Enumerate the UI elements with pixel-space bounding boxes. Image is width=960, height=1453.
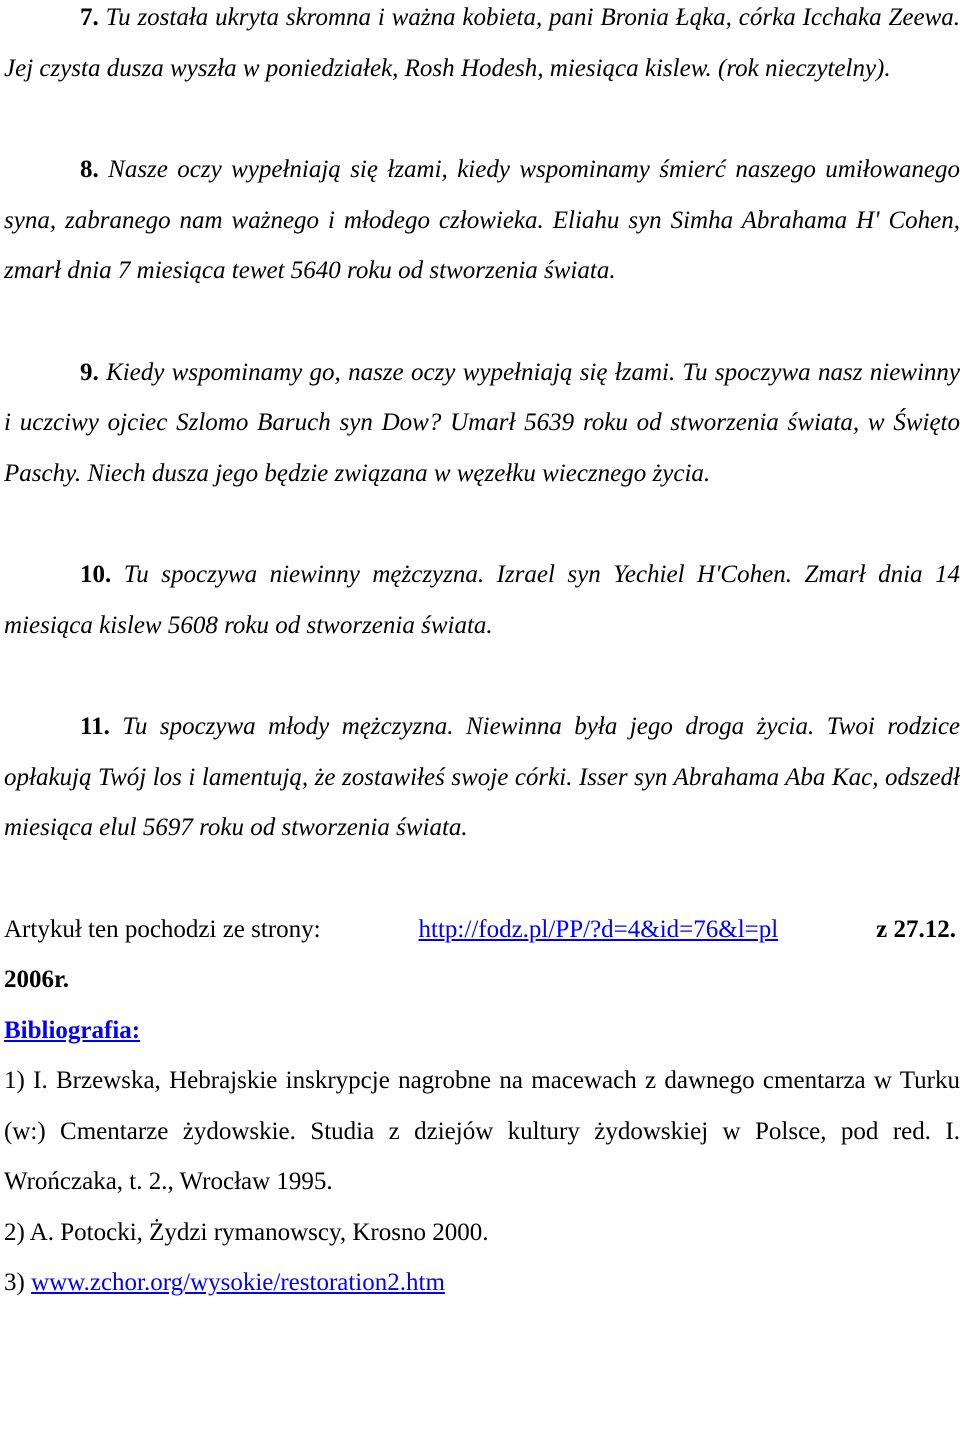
entry-9 bbox=[4, 348, 960, 500]
bibliography-item-1 bbox=[4, 1056, 960, 1208]
entry-10-text: Tu spoczywa niewinny mężczyzna. Izrael syn Yechiel H'Cohen. Zmarł dnia 14 miesiąca kislew 5608 roku od stworzenia świata. bbox=[4, 561, 960, 639]
spacer bbox=[4, 297, 960, 348]
bibliography-item-2-number: 2) bbox=[4, 1218, 25, 1246]
entry-8-text: Nasze oczy wypełniają się łzami, kiedy wspominamy śmierć naszego umiłowanego syna, zabranego nam ważnego i młodego człowieka. Eliahu syn Simha Abrahama H' Cohen, zmarł dnia 7 miesiąca tewet 5640 roku od stworzenia świata. bbox=[4, 156, 960, 284]
entry-8-number: 8. bbox=[80, 156, 99, 183]
source-date-year: 2006r. bbox=[4, 966, 70, 993]
source-line bbox=[4, 905, 956, 956]
entry-10-number: 10. bbox=[80, 561, 112, 588]
bibliography-heading: Bibliografia: bbox=[4, 1016, 141, 1044]
entry-9-number: 9. bbox=[80, 358, 99, 386]
entry-8 bbox=[4, 145, 960, 297]
spacer bbox=[4, 94, 960, 145]
source-prefix: Artykuł ten pochodzi ze strony: bbox=[4, 915, 321, 943]
entry-7 bbox=[4, 0, 960, 94]
bibliography-item-3-link[interactable]: www.zchor.org/wysokie/restoration2.htm bbox=[31, 1269, 445, 1296]
bibliography-item-2-text: A. Potocki, Żydzi rymanowscy, Krosno 2000. bbox=[29, 1218, 489, 1246]
entry-11-number: 11. bbox=[80, 713, 110, 740]
bibliography-item-2 bbox=[4, 1208, 960, 1259]
entry-9-text: Kiedy wspominamy go, nasze oczy wypełniają się łzami. Tu spoczywa nasz niewinny i uczciwy ojciec Szlomo Baruch syn Dow? Umarł 5639 roku od stworzenia świata, w Święto Paschy. Niech dusza jego będzie związana w węzełku wiecznego życia. bbox=[4, 358, 960, 487]
bibliography-heading-row bbox=[4, 1006, 960, 1057]
entry-10 bbox=[4, 550, 960, 651]
entry-7-text: Tu została ukryta skromna i ważna kobieta, pani Bronia Łąka, córka Icchaka Zeewa. Jej czysta dusza wyszła w poniedziałek, Rosh Hodesh, miesiąca kislew. (rok nieczytelny). bbox=[4, 4, 960, 82]
entry-11 bbox=[4, 702, 960, 854]
bibliography-item-3 bbox=[4, 1258, 960, 1309]
spacer bbox=[4, 499, 960, 550]
bibliography-item-1-text: I. Brzewska, Hebrajskie inskrypcje nagrobne na macewach z dawnego cmentarza w Turku (w:) Cmentarze żydowskie. Studia z dziejów kultury żydowskiej w Polsce, pod red. I. Wrończaka, t. 2., Wrocław 1995. bbox=[4, 1067, 960, 1195]
spacer bbox=[4, 651, 960, 702]
bibliography-item-3-number: 3) bbox=[4, 1269, 25, 1296]
spacer bbox=[4, 854, 960, 905]
source-date: z 27.12. bbox=[876, 915, 956, 943]
bibliography-item-1-number: 1) bbox=[4, 1067, 25, 1094]
source-link[interactable]: http://fodz.pl/PP/?d=4&id=76&l=pl bbox=[418, 915, 779, 943]
entry-7-number: 7. bbox=[80, 4, 99, 31]
entry-11-text: Tu spoczywa młody mężczyzna. Niewinna była jego droga życia. Twoi rodzice opłakują Twój los i lamentują, że zostawiłeś swoje córki. Isser syn Abrahama Aba Kac, odszedł miesiąca elul 5697 roku od stworzenia świata. bbox=[4, 713, 960, 841]
